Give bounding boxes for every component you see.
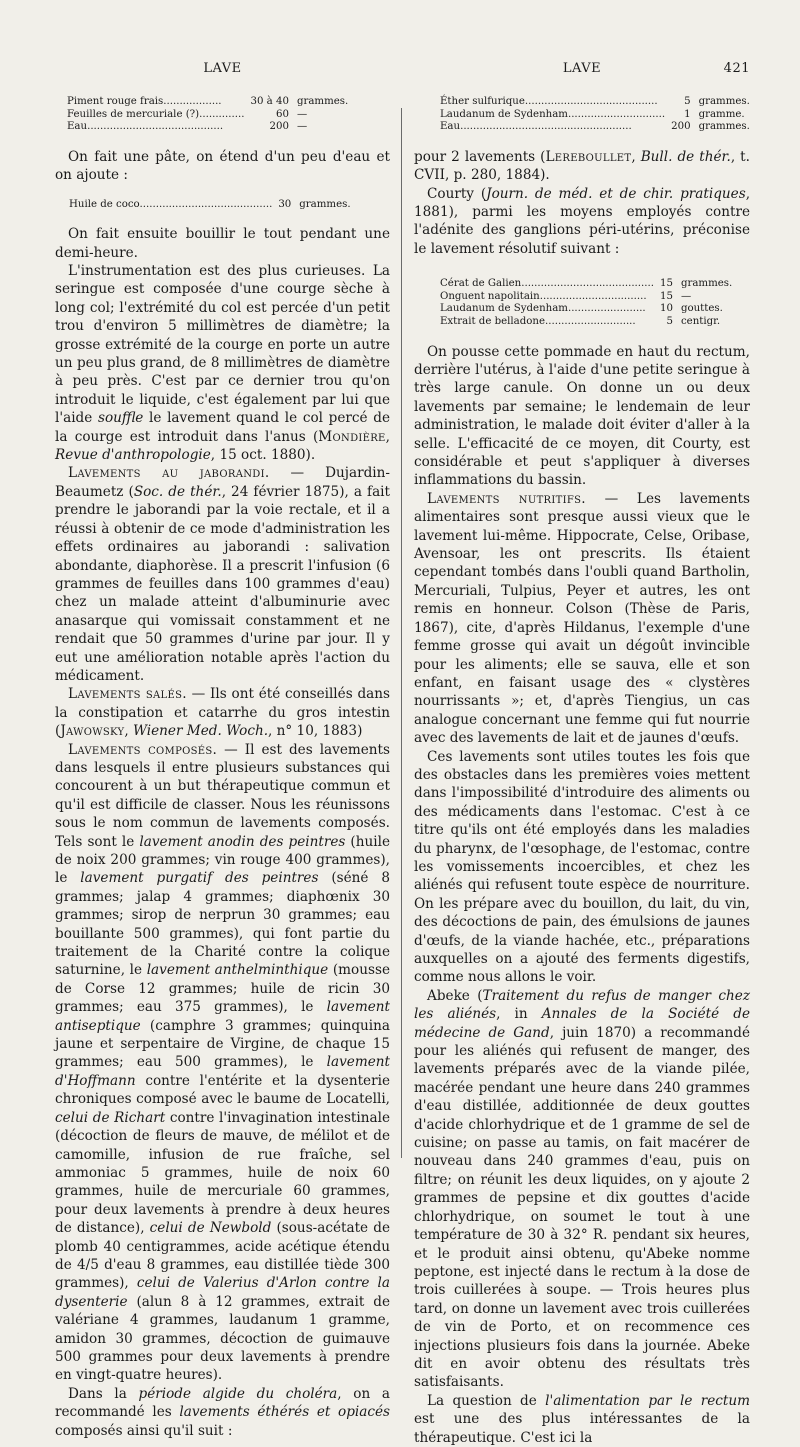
table-qty: 5 — [666, 316, 673, 327]
right-column — [414, 60, 750, 1447]
right-running-head — [414, 60, 750, 90]
paragraph: On fait une pâte, on étend d'un peu d'eau et on ajoute : — [55, 148, 390, 184]
section-heading: Lavements composés. — [68, 741, 218, 758]
left-column — [55, 60, 390, 1440]
table-unit: grammes. — [680, 278, 733, 290]
paragraph: Lavements composés. — Il est des lavements dans lesquels il entre plusieurs substances qui concourent à un but thérapeutique commun et qu'il est difficile de classer. Nous les réunissons sous le nom commun de lavements composés. Tels sont le lavement anodin des peintres (huile de noix 200 grammes; vin rouge 400 grammes), le lavement purgatif des peintres (séné 8 grammes; jalap 4 grammes; diaphœnix 30 grammes; sirop de nerprun 30 grammes; eau bouillante 500 grammes), qui font partie du traitement de la Charité contre la colique saturnine, le lavement anthelminthique (mousse de Corse 12 grammes; huile de ricin 30 grammes; eau 375 grammes), le lavement antiseptique (camphre 3 grammes; quinquina jaune et serpentaire de Virgine, de chaque 15 grammes; eau 500 grammes), le lavement d'Hoffmann contre l'entérite et la dysenterie chroniques composé avec le baume de Locatelli, celui de Richart contre l'invagination intestinale (décoction de fleurs de mauve, de mélilot et de camomille, infusion de rue fraîche, sel ammoniac 5 grammes, huile de noix 60 grammes, huile de mercuriale 60 grammes, pour deux lavements à prendre à deux heures de distance), celui de Newbold (sous-acétate de plomb 40 centigrammes, acide acétique étendu de 4/5 d'eau 8 grammes, eau distillée tiède 300 grammes), celui de Valerius d'Arlon contre la dysenterie (alun 8 à 12 grammes, extrait de valériane 4 grammes, laudanum 1 gramme, amidon 30 grammes, décoction de guimauve 500 grammes pour deux lavements à prendre en vingt-quatre heures). — [55, 741, 390, 1384]
table-item: Eau.......................................... — [67, 121, 224, 133]
paragraph: On pousse cette pommade en haut du rectum, derrière l'utérus, à l'aide d'une petite seringue à très large canule. On donne un ou deux lavements par semaine; le lendemain de leur administration, le malade doit éviter d'aller à la selle. L'efficacité de ce moyen, dit Courty, est considérable et peut s'appliquer à diverses inflammations du bassin. — [414, 343, 750, 489]
table-qty: 5 — [684, 96, 691, 107]
paragraph: Courty (Journ. de méd. et de chir. pratiques, 1881), parmi les moyens employés contre l'adénite des ganglions péri-utérins, préconise le lavement résolutif suivant : — [414, 185, 751, 257]
right-recipe-table-2 — [440, 278, 732, 328]
paragraph: Lavements salés. — Ils ont été conseillés dans la constipation et catarrhe du gros intestin (Jawowsky, Wiener Med. Woch., n° 10, 1883) — [55, 686, 391, 740]
table-item: Laudanum de Sydenham........................ — [440, 303, 646, 315]
table-item: Cérat de Galien......................................... — [440, 278, 654, 290]
paragraph: Ces lavements sont utiles toutes les fois que des obstacles dans les premières voies mettent dans l'impossibilité d'introduire des aliments ou des médicaments dans l'estomac. C'est à ce titre qu'ils ont été employés dans les maladies du pharynx, de l'œsophage, de l'estomac, contre les vomissements incoercibles, et chez les aliénés qui refusent toute espèce de nourriture. On les prépare avec du bouillon, du lait, du vin, des décoctions de pain, des émulsions de jaunes d'œufs, de la viande hachée, etc., préparations auxquelles on a ajouté des ferments digestifs, comme nous allons le voir. — [414, 748, 750, 986]
section-heading: Lavements nutritifs. — [427, 490, 586, 507]
right-recipe-table-1 — [440, 96, 750, 134]
paragraph: Dans la période algide du choléra, on a recommandé les lavements éthérés et opiacés composés ainsi qu'il suit : — [55, 1385, 390, 1439]
left-recipe-table-1 — [67, 96, 348, 134]
table-row — [440, 121, 750, 134]
table-qty: 60 — [275, 108, 289, 120]
table-unit: gramme. — [698, 108, 745, 120]
table-unit: — — [296, 108, 308, 120]
paragraph: Lavements au jaborandi. — Dujardin-Beaumetz (Soc. de thér., 24 février 1875), a fait prendre le jaborandi par la voie rectale, et il a réussi à obtenir de ce mode d'administration les effets ordinaires au jaborandi : salivation abondante, diaphorèse. Il a prescrit l'infusion (6 grammes de feuilles dans 100 grammes d'eau) chez un malade atteint d'albuminurie avec anasarque qui vomissait constamment et ne rendait que 50 grammes d'urine par jour. Il y eut une amélioration notable après l'action du médicament. — [55, 465, 391, 684]
table-row — [440, 303, 732, 316]
page-number: 421 — [723, 61, 750, 76]
table-unit: grammes. — [698, 121, 750, 133]
right-running-head-title: LAVE — [562, 61, 602, 76]
table-unit: — — [296, 121, 308, 133]
table-row — [440, 291, 732, 304]
paragraph: Lavements nutritifs. — Les lavements alimentaires sont presque aussi vieux que le lavement lui-même. Hippocrate, Celse, Oribase, Avensoar, les ont prescrits. Ils étaient cependant tombés dans l'oubli quand Bartholin, Mercuriali, Tulpius, Peyer et autres, les ont remis en honneur. Colson (Thèse de Paris, 1867), cite, d'après Hildanus, l'exemple d'une femme grosse qui avait un dégoût invincible pour les aliments; elle se sauva, elle et son enfant, en faisant usage des « clystères nourrissants »; et, d'après Tiengius, un cas analogue concernant une femme qui fut nourrie avec des lavements de lait et de jaunes d'œufs. — [414, 490, 750, 747]
table-item: Onguent napolitain................................. — [440, 290, 647, 302]
table-item: Huile de coco......................................... — [69, 198, 273, 210]
table-item: Eau..................................................... — [440, 121, 632, 133]
left-running-head-title: LAVE — [203, 61, 242, 76]
table-item: Piment rouge frais.................. — [67, 96, 222, 107]
table-item: Éther sulfurique......................................... — [440, 96, 658, 107]
column-divider — [401, 108, 402, 1158]
table-row — [440, 278, 732, 291]
table-unit: — — [680, 290, 692, 302]
table-item: Laudanum de Sydenham.............................. — [440, 108, 666, 120]
section-heading: Lavements salés. — [68, 686, 187, 703]
table-row — [440, 316, 732, 329]
table-row — [67, 109, 348, 122]
section-heading: Lavements au jaborandi. — [68, 465, 270, 482]
table-qty: 1 — [684, 108, 691, 120]
table-row — [440, 109, 750, 122]
table-qty: 200 — [269, 121, 289, 133]
table-qty: 10 — [660, 303, 673, 315]
table-unit: grammes. — [299, 198, 351, 210]
table-row — [69, 199, 351, 212]
table-item: Extrait de belladone............................ — [440, 316, 636, 327]
table-qty: 30 — [278, 198, 292, 210]
table-qty: 15 — [660, 278, 673, 290]
left-recipe-table-2 — [69, 199, 351, 212]
paragraph: Abeke (Traitement du refus de manger chez les aliénés, in Annales de la Société de médecine de Gand, juin 1870) a recommandé pour les aliénés qui refusent de manger, des lavements préparés avec de la viande pilée, macérée pendant une heure dans 240 grammes d'eau distillée, additionnée de deux gouttes d'acide chlorhydrique et de 1 gramme de sel de cuisine; on passe au tamis, on fait macérer de nouveau dans 240 grammes d'eau, puis on filtre; on réunit les deux liquides, on y ajoute 2 grammes de pepsine et dix gouttes d'acide chlorhydrique, on soumet le tout à une température de 30 à 32° R. pendant six heures, et le produit ainsi obtenu, qu'Abeke nomme peptone, est injecté dans le rectum à la dose de trois cuillerées à soupe. — Trois heures plus tard, on donne un lavement avec trois cuillerées de vin de Porto, et on recommence ces injections plusieurs fois dans la journée. Abeke dit en avoir obtenu des résultats très satisfaisants. — [414, 987, 750, 1391]
paragraph: pour 2 lavements (Lereboullet, Bull. de thér., t. CVII, p. 280, 1884). — [414, 148, 750, 184]
table-qty: 30 à 40 — [250, 96, 289, 107]
table-qty: 15 — [660, 290, 673, 302]
table-row — [440, 96, 750, 109]
table-unit: grammes. — [698, 96, 750, 107]
table-row — [67, 96, 348, 109]
table-unit: gouttes. — [680, 303, 723, 315]
table-qty: 200 — [671, 121, 691, 133]
left-running-head — [55, 60, 390, 90]
table-unit: centigr. — [680, 316, 721, 327]
table-row — [67, 121, 348, 134]
paragraph: L'instrumentation est des plus curieuses. La seringue est composée d'une courge sèche à long col; l'extrémité du col est percée d'un petit trou d'environ 5 millimètres de diamètre; la grosse extrémité de la courge en porte un autre un peu plus grand, de 8 millimètres de diamètre à peu près. C'est par ce dernier trou qu'on introduit le liquide, c'est également par lui que l'aide souffle le lavement quand le col percé de la courge est introduit dans l'anus (Mondière, Revue d'anthropologie, 15 oct. 1880). — [55, 263, 390, 464]
paragraph: La question de l'alimentation par le rectum est une des plus intéressantes de la thérapeutique. C'est ici la — [414, 1392, 750, 1446]
table-item: Feuilles de mercuriale (?).............. — [67, 108, 245, 120]
paragraph: On fait ensuite bouillir le tout pendant une demi-heure. — [55, 226, 390, 261]
table-unit: grammes. — [296, 96, 349, 107]
